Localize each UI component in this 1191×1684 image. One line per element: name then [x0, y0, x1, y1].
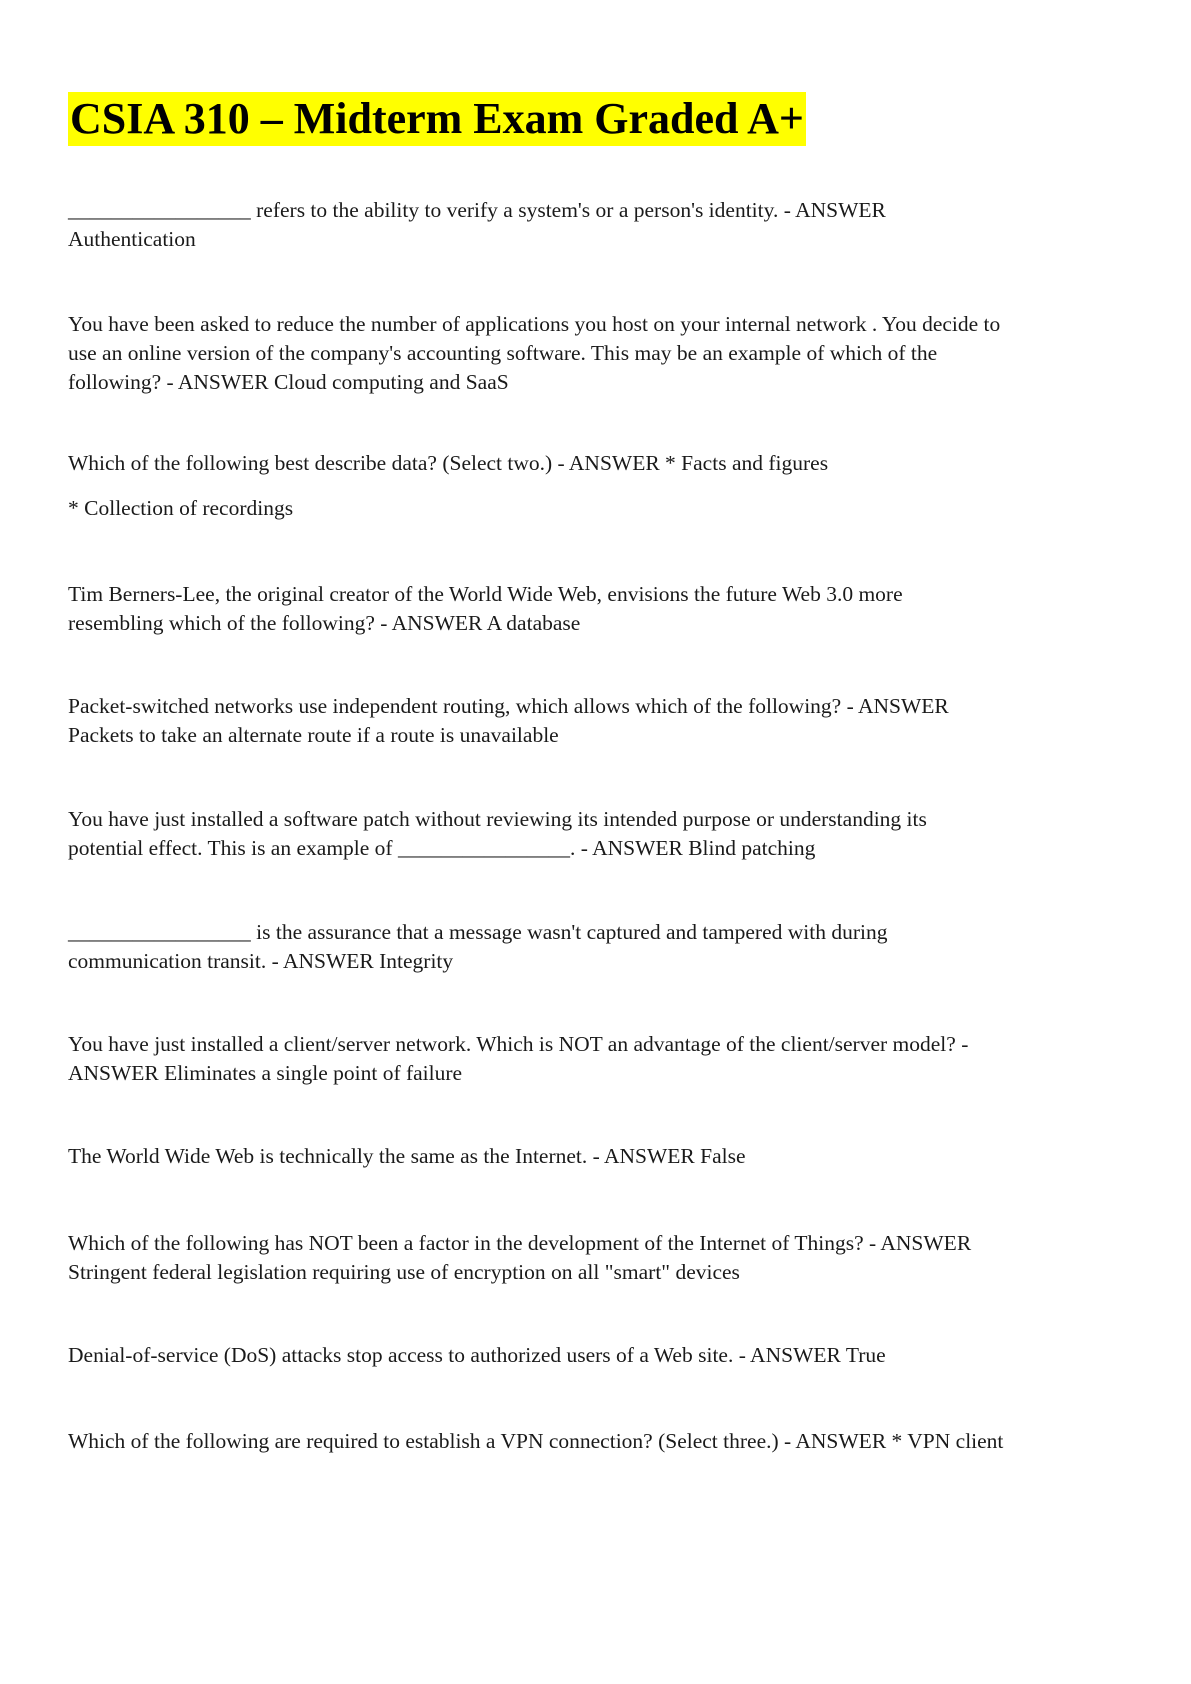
- qa-item-blind-patching: [68, 805, 1128, 863]
- qa-line: potential effect. This is an example of ________________. - ANSWER Blind patching: [68, 836, 816, 860]
- qa-line: resembling which of the following? - ANSWER A database: [68, 611, 581, 635]
- qa-line: You have been asked to reduce the number of applications you host on your internal network . You decide to: [68, 312, 1001, 336]
- qa-line: You have just installed a client/server network. Which is NOT an advantage of the client/server model? -: [68, 1032, 969, 1056]
- page-title: CSIA 310 – Midterm Exam Graded A+: [68, 92, 806, 146]
- qa-line: _________________ refers to the ability to verify a system's or a person's identity. - ANSWER: [68, 198, 886, 222]
- qa-line: Which of the following are required to establish a VPN connection? (Select three.) - ANSWER * VPN client: [68, 1429, 1004, 1453]
- qa-item-web3: [68, 580, 1128, 638]
- qa-item-data-extra: [68, 494, 1128, 523]
- qa-item-client-server: [68, 1030, 1128, 1088]
- qa-line: _________________ is the assurance that a message wasn't captured and tampered with during: [68, 920, 888, 944]
- qa-line: use an online version of the company's accounting software. This may be an example of which of the: [68, 341, 938, 365]
- qa-line: Packets to take an alternate route if a route is unavailable: [68, 723, 559, 747]
- qa-item-vpn: [68, 1427, 1128, 1456]
- qa-line: Stringent federal legislation requiring use of encryption on all "smart" devices: [68, 1260, 740, 1284]
- qa-line: Which of the following best describe data? (Select two.) - ANSWER * Facts and figures: [68, 451, 829, 475]
- qa-line: following? - ANSWER Cloud computing and SaaS: [68, 370, 509, 394]
- qa-line: Denial-of-service (DoS) attacks stop access to authorized users of a Web site. - ANSWER True: [68, 1343, 886, 1367]
- qa-line: Which of the following has NOT been a factor in the development of the Internet of Things? - ANSWER: [68, 1231, 972, 1255]
- qa-line: The World Wide Web is technically the same as the Internet. - ANSWER False: [68, 1144, 746, 1168]
- qa-item-www-vs-internet: [68, 1142, 1128, 1171]
- qa-item-authentication: [68, 196, 1128, 254]
- qa-line: communication transit. - ANSWER Integrity: [68, 949, 454, 973]
- qa-line: Packet-switched networks use independent routing, which allows which of the following? - ANSWER: [68, 694, 949, 718]
- qa-line: * Collection of recordings: [68, 496, 294, 520]
- qa-line: You have just installed a software patch without reviewing its intended purpose or understanding its: [68, 807, 927, 831]
- qa-line: Tim Berners-Lee, the original creator of the World Wide Web, envisions the future Web 3.0 more: [68, 582, 903, 606]
- qa-item-cloud-computing: [68, 310, 1128, 397]
- qa-item-integrity: [68, 918, 1128, 976]
- qa-item-packet-switched: [68, 692, 1128, 750]
- qa-line: ANSWER Eliminates a single point of failure: [68, 1061, 463, 1085]
- qa-item-iot: [68, 1229, 1128, 1287]
- qa-item-data: [68, 449, 1128, 478]
- qa-line: Authentication: [68, 227, 196, 251]
- qa-item-dos: [68, 1341, 1128, 1370]
